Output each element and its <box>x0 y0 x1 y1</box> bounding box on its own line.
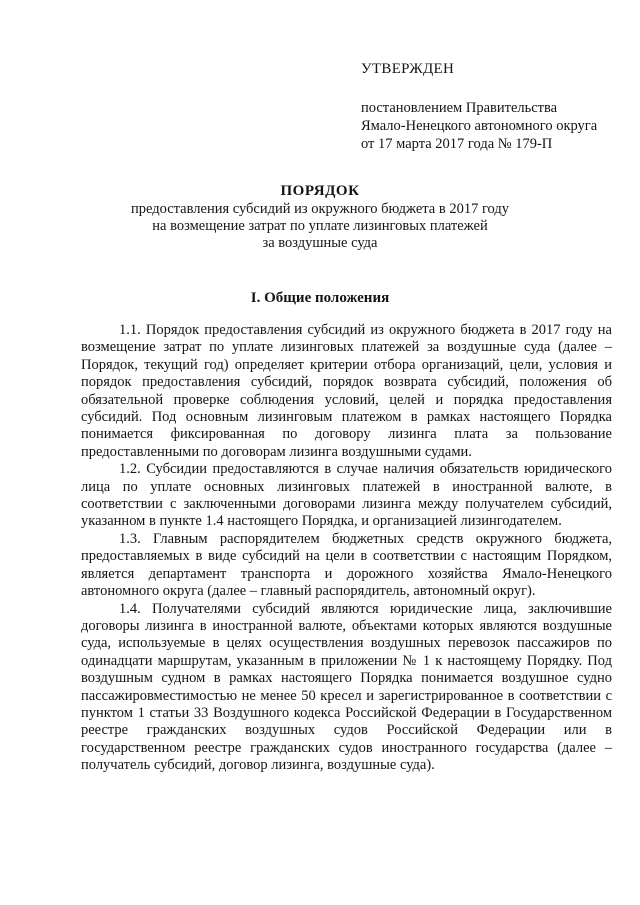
approval-stamp: УТВЕРЖДЕН <box>361 61 455 77</box>
document-title: ПОРЯДОК <box>280 183 360 199</box>
paragraph-1-1: 1.1. Порядок предоставления субсидий из окружного бюджета в 2017 году на возмещение затрат по уплате лизинговых платежей за воздушные суда (далее – Порядок, текущий год) определяет критерии отбора организаций, цели, условия и порядок предоставления субсидий, порядок возврата субсидий, положения об обязательной проверке соблюдения условий, целей и порядка предоставления субсидий. Под основным лизинговым платежом в рамках настоящего Порядка понимается фиксированная по договору лизинга плата за пользование предоставленными по договорам лизинга воздушными судами. <box>81 322 612 460</box>
document-body <box>81 322 612 775</box>
approval-block <box>361 60 621 153</box>
document-subtitle-line-1: предоставления субсидий из окружного бюджета в 2017 году <box>130 201 509 217</box>
approval-line-2: Ямало-Ненецкого автономного округа <box>361 118 598 134</box>
document-subtitle-line-2: на возмещение затрат по уплате лизинговых платежей <box>152 218 488 234</box>
paragraph-1-2: 1.2. Субсидии предоставляются в случае наличия обязательств юридического лица по уплате основных лизинговых платежей в иностранной валюте, в соответствии с заключенными договорами лизинга между получателем субсидий, указанном в пункте 1.4 настоящего Порядка, и организацией лизингодателем. <box>81 461 612 530</box>
approval-line-1: постановлением Правительства <box>361 100 558 116</box>
section-heading: I. Общие положения <box>250 290 390 306</box>
paragraph-1-4: 1.4. Получателями субсидий являются юридические лица, заключившие договоры лизинга в иностранной валюте, объектами которых являются воздушные суда, используемые в целях осуществления воздушных перевозок пассажиров по одинадцати маршрутам, указанным в приложении № 1 к настоящему Порядку. Под воздушным судном в рамках настоящего Порядка понимается воздушное судно пассажировместимостью не менее 50 кресел и зарегистрированное в соответствии с пунктом 1 статьи 33 Воздушного кодекса Российской Федерации в Государственном реестре гражданских воздушных судов Российской Федерации или в государственном реестре гражданских судов иностранного государства (далее – получатель субсидий, договор лизинга, воздушные суда). <box>81 600 612 774</box>
document-subtitle-line-3: за воздушные суда <box>262 235 378 251</box>
approval-line-3: от 17 марта 2017 года № 179-П <box>361 136 553 152</box>
document-title-block <box>80 183 560 252</box>
paragraph-1-3: 1.3. Главным распорядителем бюджетных средств окружного бюджета, предоставляемых в виде субсидий на цели в соответствии с настоящим Порядком, является департамент транспорта и дорожного хозяйства Ямало-Ненецкого автономного округа (далее – главный распорядитель, автономный округ). <box>81 530 612 600</box>
